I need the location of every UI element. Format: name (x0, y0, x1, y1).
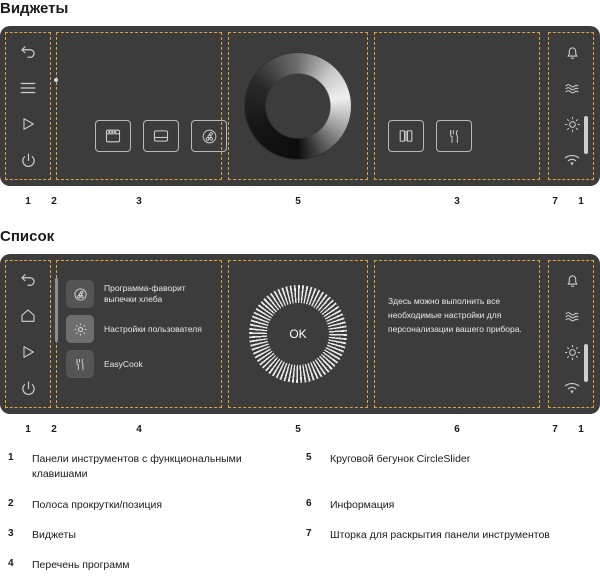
widget-oven[interactable] (95, 120, 131, 152)
legend-text: Круговой бегунок CircleSlider (330, 453, 471, 465)
list-item-label: EasyCook (104, 358, 143, 369)
bell-icon[interactable] (560, 268, 584, 292)
callout-1-left-list: 1 (25, 424, 31, 435)
brightness-icon[interactable] (560, 112, 584, 136)
cutlery-icon (66, 350, 94, 378)
waves-icon[interactable] (560, 304, 584, 328)
toolbar-curtain-handle-list[interactable] (584, 344, 588, 382)
bell-icon[interactable] (560, 40, 584, 64)
legend-text: Полоса прокрутки/позиция (32, 499, 163, 511)
circle-slider-list[interactable] (249, 285, 347, 383)
circle-slider[interactable] (244, 52, 352, 160)
home-icon[interactable] (16, 304, 40, 328)
dash-widgets-left (56, 32, 222, 180)
list-panel (0, 254, 600, 414)
program-list[interactable] (66, 280, 214, 378)
legend-item-2 (8, 498, 278, 513)
list-item-label: Настройки пользователя (104, 323, 202, 334)
list-item[interactable] (66, 280, 214, 308)
legend-item-1 (8, 452, 278, 482)
right-toolbar-list[interactable] (550, 262, 594, 406)
legend-number: 1 (8, 452, 14, 463)
section-title-list: Список (0, 228, 55, 245)
list-item[interactable] (66, 315, 214, 343)
power-icon[interactable] (16, 376, 40, 400)
widgets-panel (0, 26, 600, 186)
legend-text: Шторка для раскрытия панели инструментов (330, 529, 550, 541)
callout-5-list: 5 (295, 424, 301, 435)
widget-group-left[interactable] (95, 120, 227, 152)
list-item[interactable] (66, 350, 214, 378)
legend-item-3 (8, 528, 278, 543)
callout-2-list: 2 (51, 424, 57, 435)
legend-item-6 (306, 498, 596, 513)
callout-3-left-widgets: 3 (136, 196, 142, 207)
widget-fan[interactable] (191, 120, 227, 152)
scrollbar-dot (54, 78, 58, 82)
sun-icon[interactable] (560, 376, 584, 400)
right-toolbar[interactable] (550, 34, 594, 178)
fan-icon (66, 280, 94, 308)
callout-7-list: 7 (552, 424, 558, 435)
legend-text: Панели инструментов с функциональными клавишами (32, 453, 242, 480)
scrollbar-position[interactable] (53, 36, 59, 176)
widget-cutlery[interactable] (436, 120, 472, 152)
legend-number: 3 (8, 528, 14, 539)
callout-6-list: 6 (454, 424, 460, 435)
callout-1-right-list: 1 (578, 424, 584, 435)
circle-slider-ok-label[interactable]: OK (267, 303, 329, 365)
legend-item-5 (306, 452, 596, 467)
brightness-icon[interactable] (560, 340, 584, 364)
list-item-label: Программа-фаворит выпечки хлеба (104, 283, 186, 304)
play-icon[interactable] (16, 112, 40, 136)
toolbar-curtain-handle[interactable] (584, 116, 588, 154)
wifi-icon[interactable] (560, 148, 584, 172)
left-toolbar[interactable] (6, 34, 50, 178)
legend-text: Информация (330, 499, 395, 511)
legend-number: 6 (306, 498, 312, 509)
callout-4-list: 4 (136, 424, 142, 435)
waves-icon[interactable] (560, 76, 584, 100)
legend-item-7 (306, 528, 596, 543)
callout-1-right-widgets: 1 (578, 196, 584, 207)
legend-number: 4 (8, 558, 14, 569)
callout-1-left-widgets: 1 (25, 196, 31, 207)
widget-book[interactable] (388, 120, 424, 152)
callout-5-widgets: 5 (295, 196, 301, 207)
gear-icon (66, 315, 94, 343)
callout-3-right-widgets: 3 (454, 196, 460, 207)
widget-group-right[interactable] (388, 120, 472, 152)
left-toolbar-list[interactable] (6, 262, 50, 406)
callout-7-widgets: 7 (552, 196, 558, 207)
section-title-widgets: Виджеты (0, 0, 69, 17)
legend-item-4 (8, 558, 278, 573)
play-icon[interactable] (16, 340, 40, 364)
legend-number: 5 (306, 452, 312, 463)
back-arrow-icon[interactable] (16, 268, 40, 292)
dash-widgets-right (374, 32, 540, 180)
scrollbar-position-list[interactable] (53, 264, 59, 404)
info-text: Здесь можно выполнить все необходимые настройки для персонализации вашего прибора. (388, 296, 522, 334)
legend-number: 7 (306, 528, 312, 539)
callout-2-widgets: 2 (51, 196, 57, 207)
list-icon[interactable] (16, 76, 40, 100)
legend-text: Перечень программ (32, 559, 130, 571)
back-arrow-icon[interactable] (16, 40, 40, 64)
legend-text: Виджеты (32, 529, 76, 541)
legend-number: 2 (8, 498, 14, 509)
widget-drawer[interactable] (143, 120, 179, 152)
scrollbar-thumb[interactable] (55, 278, 58, 342)
power-icon[interactable] (16, 148, 40, 172)
